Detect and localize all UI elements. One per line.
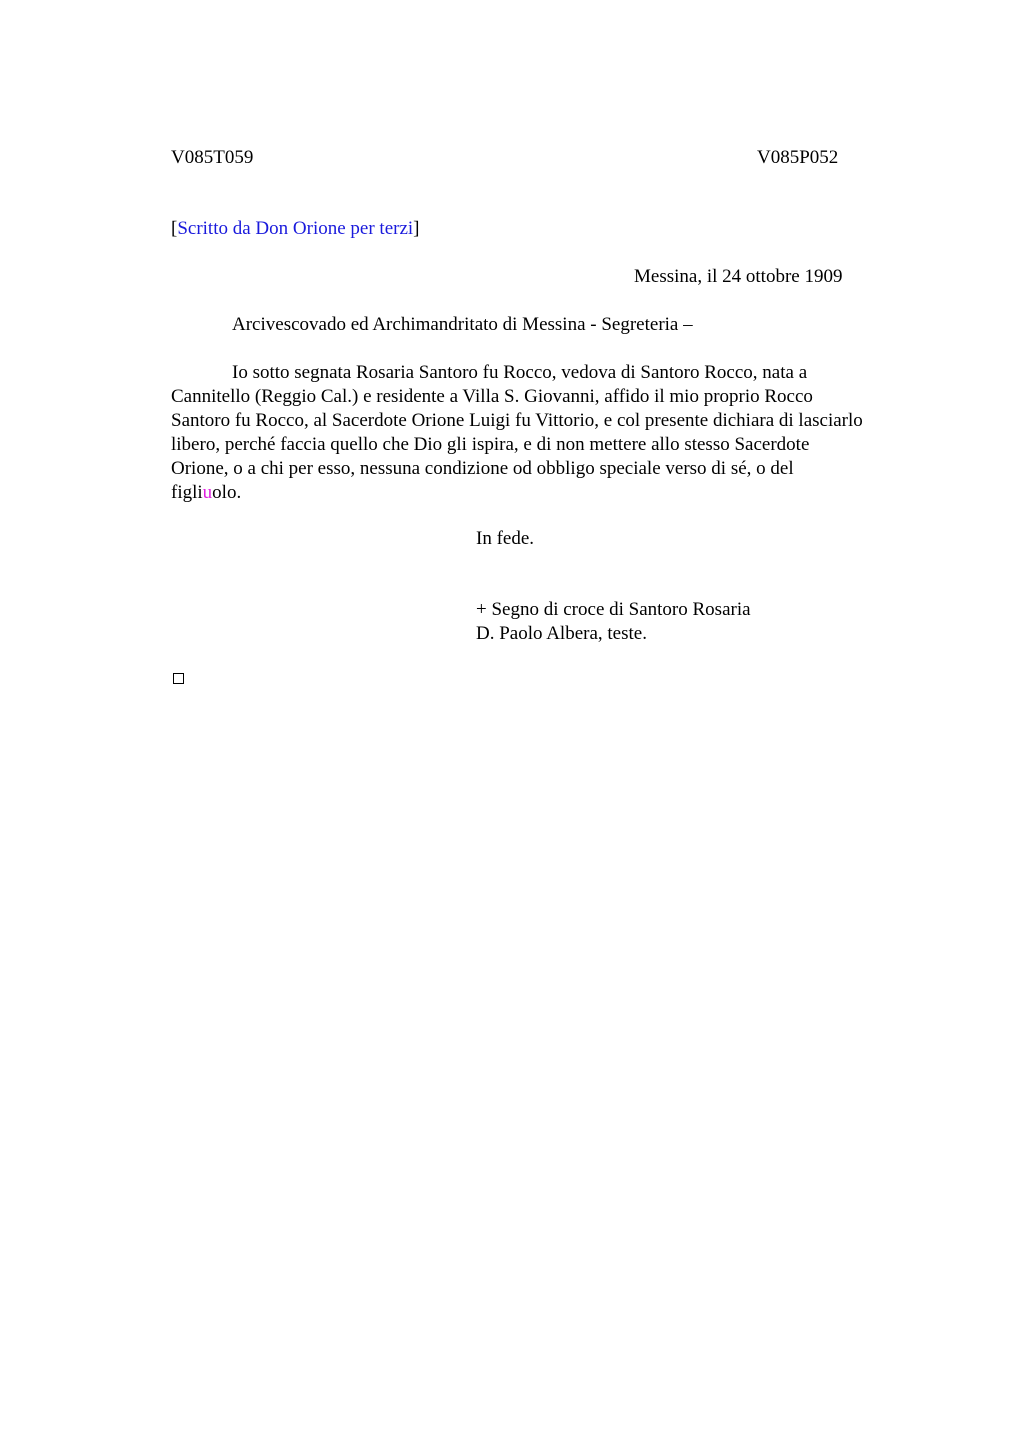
last-line-before: figli: [171, 482, 203, 503]
document-code-right: V085P052: [757, 147, 839, 168]
letter-header: Arcivescovado ed Archimandritato di Messina - Segreteria –: [232, 314, 693, 335]
signature-cross-mark: + Segno di croce di Santoro Rosaria: [476, 599, 751, 620]
body-line: libero, perché faccia quello che Dio gli ispira, e di non mettere allo stesso Sacerdote: [171, 434, 810, 455]
body-line: Io sotto segnata Rosaria Santoro fu Rocco, vedova di Santoro Rocco, nata a: [232, 362, 808, 383]
highlighted-letter: u: [202, 482, 213, 503]
note-open-bracket: [: [171, 218, 178, 239]
last-line-after: olo.: [212, 482, 242, 503]
note-text: Scritto da Don Orione per terzi: [177, 218, 414, 239]
note-close-bracket: ]: [413, 218, 420, 239]
body-line: Orione, o a chi per esso, nessuna condizione od obbligo speciale verso di sé, o del: [171, 458, 794, 479]
closing-formula: In fede.: [476, 528, 535, 549]
letter-body: [171, 361, 931, 505]
signature-witness: D. Paolo Albera, teste.: [476, 623, 647, 644]
document-code-left: V085T059: [171, 147, 254, 168]
body-line: Santoro fu Rocco, al Sacerdote Orione Luigi fu Vittorio, e col presente dichiara di lasciarlo: [171, 410, 863, 431]
body-line: Cannitello (Reggio Cal.) e residente a Villa S. Giovanni, affido il mio proprio Rocco: [171, 386, 813, 407]
letter-date: Messina, il 24 ottobre 1909: [634, 266, 843, 287]
editorial-note: [171, 217, 420, 241]
square-outline-icon: [173, 673, 184, 684]
body-line-last: [171, 481, 931, 505]
